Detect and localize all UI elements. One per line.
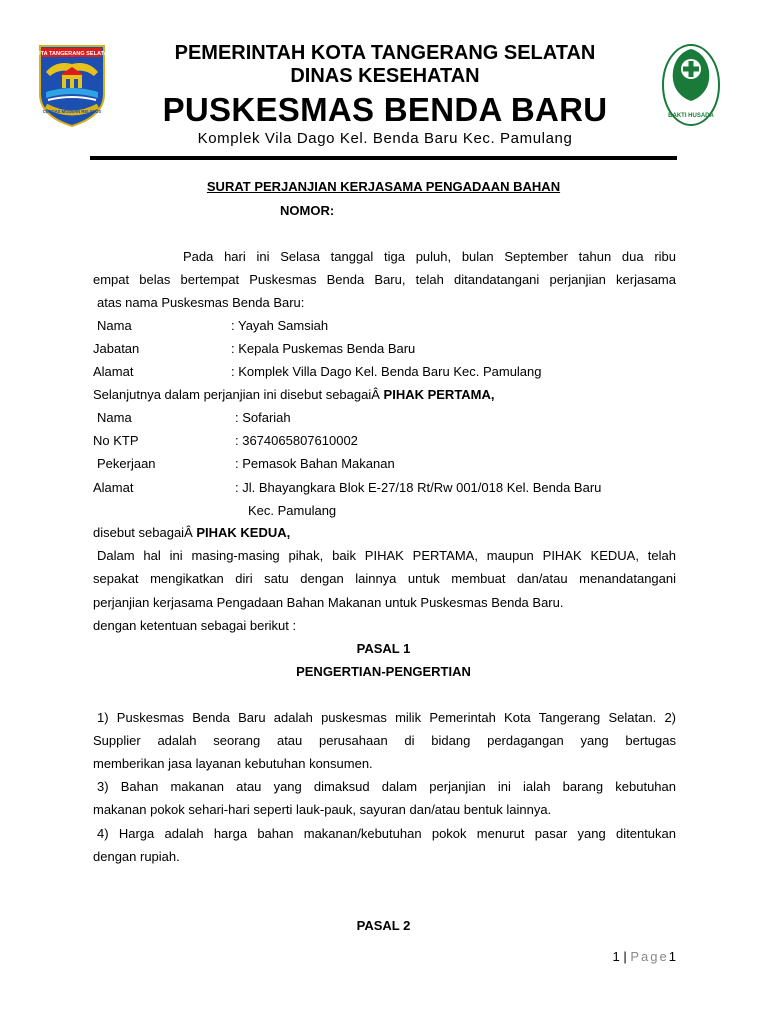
intro-line-3: atas nama Puskesmas Benda Baru: <box>97 295 305 310</box>
party1-closing-bold: PIHAK PERTAMA, <box>383 387 495 402</box>
agreement-line-1: Dalam hal ini masing-masing pihak, baik PIHAK PERTAMA, maupun PIHAK KEDUA, telah <box>97 548 676 563</box>
page-footer <box>613 948 676 965</box>
party1-nama-value: : Yayah Samsiah <box>231 318 329 333</box>
pasal1-item4-line-1: 4) Harga adalah harga bahan makanan/kebutuhan pokok menurut pasar yang ditentukan <box>97 826 676 841</box>
agreement-line-4: dengan ketentuan sebagai berikut : <box>93 618 297 633</box>
header-agency-line: DINAS KESEHATAN <box>290 65 480 87</box>
svg-text:BAKTI HUSADA: BAKTI HUSADA <box>668 113 714 119</box>
pasal1-item1-line-3: memberikan jasa layanan kebutuhan konsumen. <box>93 756 373 771</box>
party2-nama-label: Nama <box>97 410 132 425</box>
party1-alamat-value: : Komplek Villa Dago Kel. Benda Baru Kec. Pamulang <box>231 364 542 379</box>
party1-nama-label: Nama <box>97 318 132 333</box>
agreement-line-2: sepakat mengikatkan diri satu dengan lainnya untuk membuat dan/atau menandatangani <box>93 571 676 586</box>
kota-tangerang-selatan-logo <box>36 42 108 128</box>
svg-text:CERDAS MODERN RELIGIUS: CERDAS MODERN RELIGIUS <box>42 109 102 114</box>
svg-text:KOTA TANGERANG SELATAN: KOTA TANGERANG SELATAN <box>36 51 108 57</box>
party2-nama-value: : Sofariah <box>235 410 291 425</box>
party2-alamat-value-2: Kec. Pamulang <box>248 503 337 518</box>
party2-ktp-label: No KTP <box>93 433 139 448</box>
party2-alamat-value: : Jl. Bhayangkara Blok E-27/18 Rt/Rw 001/018 Kel. Benda Baru <box>235 480 602 495</box>
party2-ktp-value: : 3674065807610002 <box>235 433 358 448</box>
party2-closing <box>93 524 290 541</box>
party1-alamat-label: Alamat <box>93 364 134 379</box>
agreement-line-3: perjanjian kerjasama Pengadaan Bahan Makanan untuk Puskesmas Benda Baru. <box>93 595 564 610</box>
header-organization-name: PUSKESMAS BENDA BARU <box>162 91 608 128</box>
party1-closing <box>93 386 495 403</box>
pasal1-subheading: PENGERTIAN-PENGERTIAN <box>296 664 471 679</box>
party2-pekerjaan-label: Pekerjaan <box>97 456 156 471</box>
footer-page-number: 1 <box>668 949 676 964</box>
pasal1-item1-line-1: 1) Puskesmas Benda Baru adalah puskesmas milik Pemerintah Kota Tangerang Selatan. 2) <box>97 710 676 725</box>
party1-closing-text: Selanjutnya dalam perjanjian ini disebut sebagaiÂ <box>93 387 384 402</box>
party2-closing-text: disebut sebagaiÂ <box>93 525 197 540</box>
party2-closing-bold: PIHAK KEDUA, <box>196 525 291 540</box>
footer-page-word: Page <box>630 949 669 964</box>
pasal1-item3-line-1: 3) Bahan makanan atau yang dimaksud dalam perjanjian ini ialah barang kebutuhan <box>97 779 676 794</box>
party2-alamat-label: Alamat <box>93 480 134 495</box>
pasal1-heading: PASAL 1 <box>356 641 411 656</box>
intro-line-2: empat belas bertempat Puskesmas Benda Baru, telah ditandatangani perjanjian kerjasama <box>93 272 676 287</box>
pasal1-item1-line-2: Supplier adalah seorang atau perusahaan di bidang perdagangan yang bertugas <box>93 733 676 748</box>
header-divider <box>90 156 677 160</box>
pasal1-item3-line-2: makanan pokok sehari-hari seperti lauk-pauk, sayuran dan/atau bentuk lainnya. <box>93 802 552 817</box>
footer-separator: | <box>623 949 627 964</box>
bakti-husada-logo <box>661 43 721 128</box>
pasal2-heading: PASAL 2 <box>356 918 411 933</box>
header-address: Komplek Vila Dago Kel. Benda Baru Kec. Pamulang <box>197 130 573 147</box>
party1-jabatan-label: Jabatan <box>93 341 140 356</box>
footer-number: 1 <box>612 949 620 964</box>
header-government-line: PEMERINTAH KOTA TANGERANG SELATAN <box>174 42 596 64</box>
intro-line-1: Pada hari ini Selasa tanggal tiga puluh, bulan September tahun dua ribu <box>183 249 676 264</box>
pasal1-item4-line-2: dengan rupiah. <box>93 849 180 864</box>
party2-pekerjaan-value: : Pemasok Bahan Makanan <box>235 456 395 471</box>
document-number: NOMOR: <box>280 203 335 218</box>
party1-jabatan-value: : Kepala Puskemas Benda Baru <box>231 341 416 356</box>
document-title: SURAT PERJANJIAN KERJASAMA PENGADAAN BAHAN <box>206 179 561 194</box>
